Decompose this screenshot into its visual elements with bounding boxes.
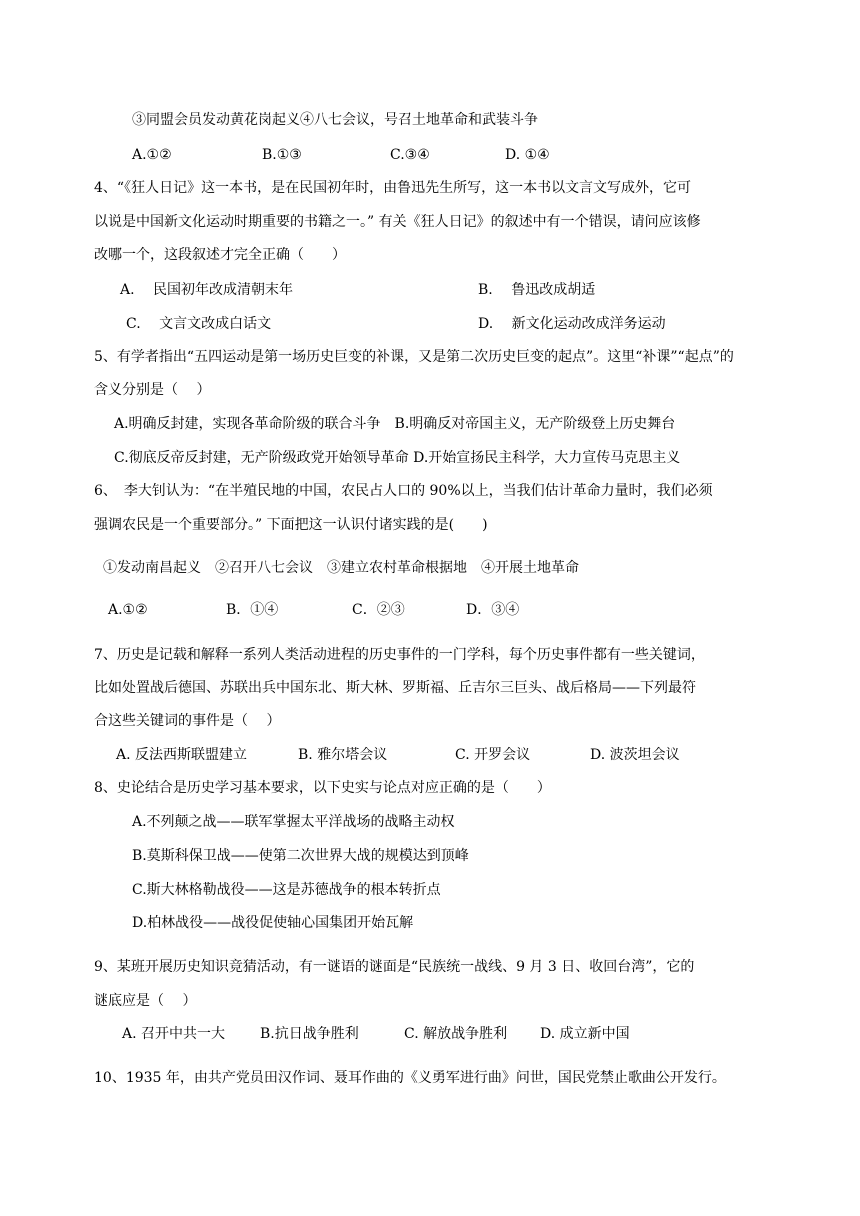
q4-stem-line-2: 以说是中国新文化运动时期重要的书籍之一。” 有关《狂人日记》的叙述中有一个错误，请问应该修 — [94, 214, 701, 230]
q5-stem-line-1: 5、有学者指出“五四运动是第一场历史巨变的补课，又是第二次历史巨变的起点”。这里“补课”“起点”的 — [94, 349, 734, 365]
q4-stem-line-3: 改哪一个，这段叙述才完全正确（ ） — [94, 247, 346, 263]
q7-stem-line-3: 合这些关键词的事件是（ ） — [94, 713, 281, 729]
q8-option-d: D.柏林战役——战役促使轴心国集团开始瓦解 — [132, 915, 414, 931]
q5-options-line-2: C.彻底反帝反封建，无产阶级政党开始领导革命 D.开始宣扬民主科学，大力宣传马克思主义 — [114, 450, 681, 466]
q7-option-d: D. 波茨坦会议 — [590, 747, 680, 763]
q8-stem: 8、史论结合是历史学习基本要求，以下史实与论点对应正确的是（ ） — [94, 780, 551, 796]
q6-option-a: A.①② — [108, 602, 148, 618]
q9-stem-line-1: 9、某班开展历史知识竞猜活动，有一谜语的谜面是“民族统一战线、9 月 3 日、收回台湾”，它的 — [94, 959, 695, 975]
q9-option-c: C. 解放战争胜利 — [404, 1026, 508, 1042]
q7-option-b: B. 雅尔塔会议 — [298, 747, 388, 763]
q4-option-d: D. 新文化运动改成洋务运动 — [478, 316, 666, 332]
q6-stem-line-1: 6、 李大钊认为：“在半殖民地的中国，农民占人口的 90%以上，当我们估计革命力量时，我们必须 — [94, 483, 713, 499]
q4-stem-line-1: 4、“《狂人日记》这一本书，是在民国初年时，由鲁迅先生所写，这一本书以文言文写成外，它可 — [94, 180, 692, 196]
q8-option-c: C.斯大林格勒战役——这是苏德战争的根本转折点 — [132, 882, 441, 898]
q6-option-c: C．②③ — [352, 602, 405, 618]
q5-options-line-1: A.明确反封建，实现各革命阶级的联合斗争 B.明确反对帝国主义，无产阶级登上历史舞台 — [114, 416, 676, 432]
q8-option-b: B.莫斯科保卫战——使第二次世界大战的规模达到顶峰 — [132, 848, 469, 864]
q7-option-a: A. 反法西斯联盟建立 — [116, 747, 248, 763]
q6-stem-line-2: 强调农民是一个重要部分。” 下面把这一认识付诸实践的是( ) — [94, 517, 488, 533]
q6-option-b: B．①④ — [226, 602, 279, 618]
q4-option-b: B. 鲁迅改成胡适 — [478, 282, 596, 298]
q3-option-d: D. ①④ — [505, 147, 550, 163]
q10-stem: 10、1935 年，由共产党员田汉作词、聂耳作曲的《义勇军进行曲》问世，国民党禁止歌曲公开发行。 — [94, 1070, 726, 1086]
q3-statement: ③同盟会员发动黄花岗起义④八七会议，号召土地革命和武装斗争 — [132, 112, 538, 128]
q9-option-a: A. 召开中共一大 — [122, 1026, 226, 1042]
q8-option-a: A.不列颠之战——联军掌握太平洋战场的战略主动权 — [132, 814, 455, 830]
q4-option-a: A. 民国初年改成清朝末年 — [120, 282, 294, 298]
q3-option-b: B.①③ — [262, 147, 302, 163]
q3-option-c: C.③④ — [390, 147, 430, 163]
q7-stem-line-2: 比如处置战后德国、苏联出兵中国东北、斯大林、罗斯福、丘吉尔三巨头、战后格局——下列最符 — [94, 680, 696, 696]
q9-stem-line-2: 谜底应是（ ） — [94, 993, 197, 1009]
q9-option-b: B.抗日战争胜利 — [260, 1026, 359, 1042]
q4-option-c: C. 文言文改成白话文 — [126, 316, 272, 332]
q7-stem-line-1: 7、历史是记载和解释一系列人类活动进程的历史事件的一门学科，每个历史事件都有一些关键词， — [94, 647, 705, 663]
q7-option-c: C. 开罗会议 — [455, 747, 531, 763]
q3-option-a: A.①② — [132, 147, 172, 163]
q5-stem-line-2: 含义分别是（ ） — [94, 382, 211, 398]
q6-option-d: D．③④ — [466, 602, 520, 618]
q9-option-d: D. 成立新中国 — [540, 1026, 630, 1042]
q6-statement: ①发动南昌起义 ②召开八七会议 ③建立农村革命根据地 ④开展土地革命 — [103, 560, 579, 576]
